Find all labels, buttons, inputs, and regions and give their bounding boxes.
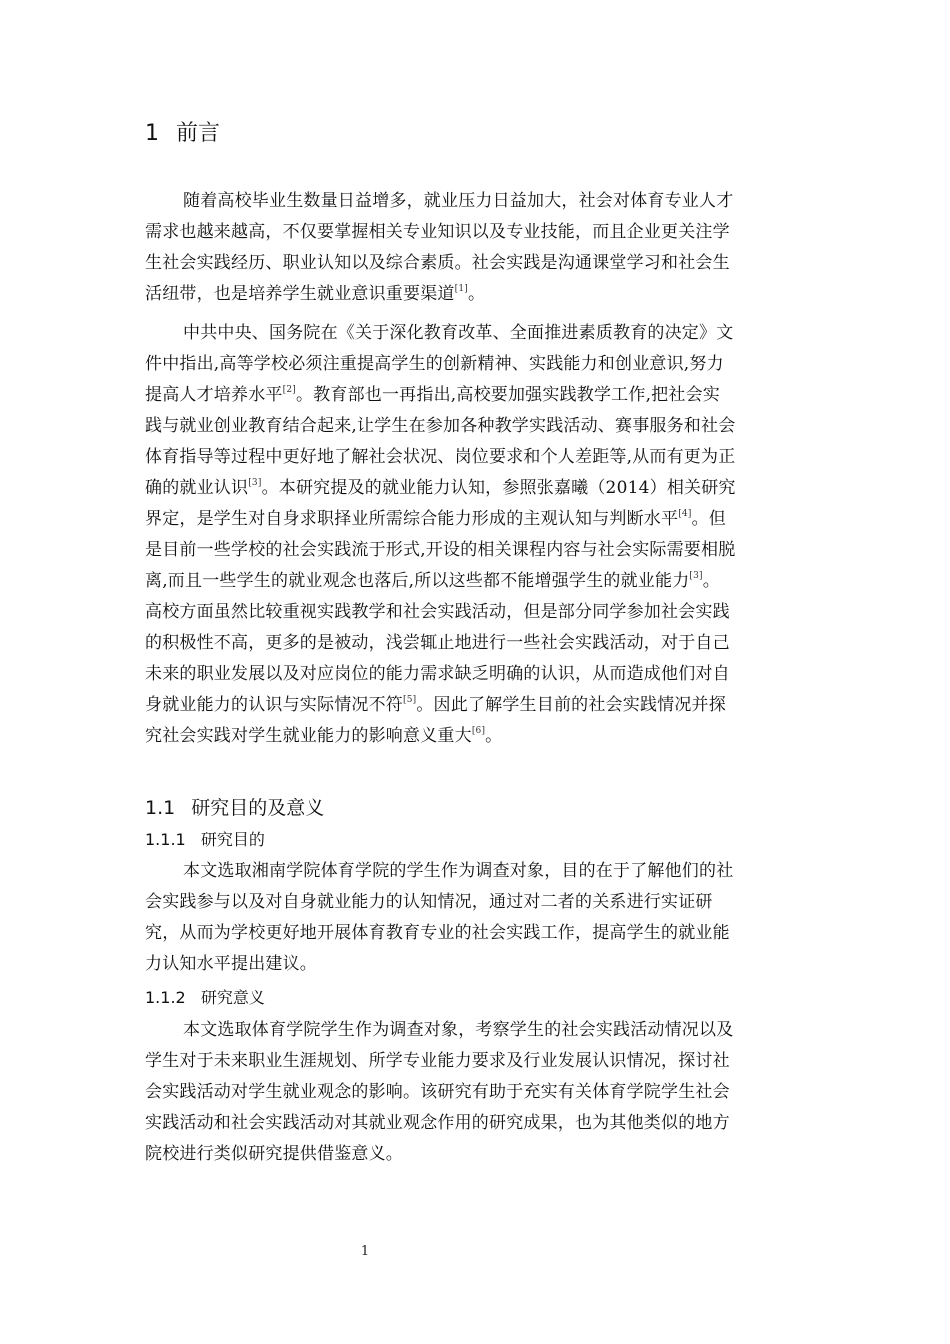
citation-ref: [6] [471, 726, 486, 736]
text-line: 力认知水平提出建议。 [145, 954, 317, 974]
text-line: 身就业能力的认识与实际情况不符[5]。因此了解学生目前的社会实践情况并探 [145, 695, 726, 715]
intro-paragraph-1 [145, 186, 805, 310]
text-line: 实践活动和社会实践活动对其就业观念作用的研究成果，也为其他类似的地方 [145, 1113, 730, 1133]
citation-ref: [3] [689, 571, 703, 581]
text-line: 未来的职业发展以及对应岗位的能力需求缺乏明确的认识，从而造成他们对自 [145, 664, 730, 684]
page-number: 1 [360, 1244, 370, 1259]
text-line: 体育指导等过程中更好地了解社会状况、岗位要求和个人差距等,从而有更为正 [145, 447, 736, 467]
text-line: 会实践参与以及对自身就业能力的认知情况，通过对二者的关系进行实证研 [145, 892, 713, 912]
citation-ref: [2] [282, 385, 296, 395]
text-line: 是目前一些学校的社会实践流于形式,开设的相关课程内容与社会实际需要相脱 [145, 540, 736, 560]
text-line: 的积极性不高，更多的是被动，浅尝辄止地进行一些社会实践活动，对于自己 [145, 633, 730, 653]
text-line: 离,而且一些学生的就业观念也落后,所以这些都不能增强学生的就业能力[3]。 [145, 571, 720, 591]
text-line: 中共中央、国务院在《关于深化教育改革、全面推进素质教育的决定》文 [183, 323, 734, 343]
text-line: 会实践活动对学生就业观念的影响。该研究有助于充实有关体育学院学生社会 [145, 1082, 730, 1102]
intro-paragraph-2 [145, 318, 805, 752]
section-title: 研究意义 [200, 988, 265, 1007]
text-line: 学生对于未来职业生涯规划、所学专业能力要求及行业发展认识情况，探讨社 [145, 1051, 730, 1071]
text-line: 生社会实践经历、职业认知以及综合素质。社会实践是沟通课堂学习和社会生 [145, 253, 730, 273]
text-line: 提高人才培养水平[2]。教育部也一再指出,高校要加强实践教学工作,把社会实 [145, 385, 720, 405]
section-title: 研究目的 [200, 830, 265, 849]
text-line: 确的就业认识[3]。本研究提及的就业能力认知，参照张嘉曦（2014）相关研究 [145, 478, 736, 498]
section-number: 1.1.1 [145, 830, 186, 849]
text-line: 活纽带，也是培养学生就业意识重要渠道[1]。 [145, 284, 486, 304]
citation-ref: [3] [248, 478, 262, 488]
section-heading-1-1-1 [145, 828, 265, 852]
text-line: 件中指出,高等学校必须注重提高学生的创新精神、实践能力和创业意识,努力 [145, 354, 724, 374]
citation-ref: [4] [678, 509, 692, 519]
citation-ref: [5] [403, 695, 417, 705]
chapter-heading [145, 118, 220, 150]
text-line: 究，从而为学校更好地开展体育教育专业的社会实践工作，提高学生的就业能 [145, 923, 730, 943]
research-significance-paragraph [145, 1015, 805, 1170]
text-line: 本文选取体育学院学生作为调查对象，考察学生的社会实践活动情况以及 [183, 1020, 734, 1040]
section-number: 1.1 [145, 797, 176, 819]
text-line: 高校方面虽然比较重视实践教学和社会实践活动，但是部分同学参加社会实践 [145, 602, 730, 622]
section-title: 研究目的及意义 [191, 797, 325, 819]
section-heading-1-1-2 [145, 986, 265, 1010]
text-line: 究社会实践对学生就业能力的影响意义重大[6]。 [145, 726, 503, 746]
chapter-number: 1 [145, 121, 159, 146]
section-number: 1.1.2 [145, 988, 186, 1007]
text-line: 界定，是学生对自身求职择业所需综合能力形成的主观认知与判断水平[4]。但 [145, 509, 726, 529]
section-heading-1-1 [145, 794, 324, 822]
research-purpose-paragraph [145, 856, 805, 980]
chapter-title: 前言 [176, 121, 221, 146]
text-line: 需求也越来越高，不仅要掌握相关专业知识以及专业技能，而且企业更关注学 [145, 222, 730, 242]
text-line: 院校进行类似研究提供借鉴意义。 [145, 1144, 403, 1164]
citation-ref: [1] [454, 284, 468, 294]
text-line: 随着高校毕业生数量日益增多，就业压力日益加大，社会对体育专业人才 [183, 191, 734, 211]
text-line: 本文选取湘南学院体育学院的学生作为调查对象，目的在于了解他们的社 [183, 861, 734, 881]
text-line: 践与就业创业教育结合起来,让学生在参加各种教学实践活动、赛事服务和社会 [145, 416, 736, 436]
